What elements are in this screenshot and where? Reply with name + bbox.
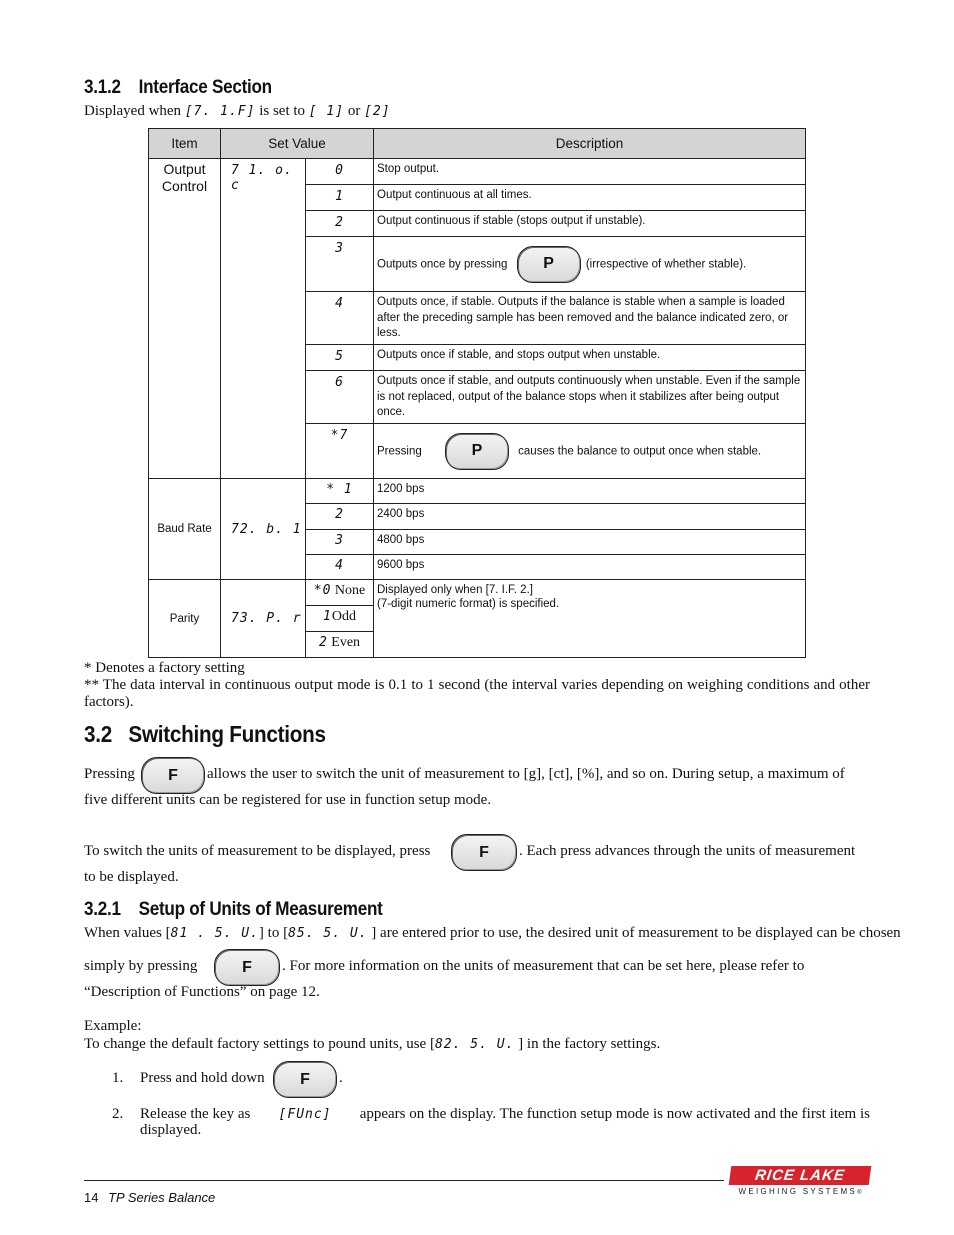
value-cell: [306, 211, 374, 237]
value-cell: [306, 185, 374, 211]
value-code: 4: [335, 558, 344, 573]
description-text: (irrespective of whether stable).: [585, 258, 747, 271]
registered-mark: ®: [857, 1190, 862, 1196]
value-cell: [306, 424, 374, 479]
section-title: Setup of Units of Measurement: [138, 899, 383, 920]
value-code: 2: [335, 215, 344, 230]
value-code: *0: [313, 583, 332, 598]
value-code: 2: [335, 507, 344, 522]
value-code: 3: [335, 533, 344, 548]
table-row: [149, 479, 806, 504]
description-cell: 1200 bps: [374, 479, 806, 504]
description-text: causes the balance to output once when stable.: [518, 445, 762, 458]
section-number: 3.2.1: [84, 899, 121, 920]
table-row: [149, 580, 806, 606]
description-cell: [374, 237, 806, 292]
value-code: 0: [335, 163, 344, 178]
f-key-icon: F: [451, 834, 517, 871]
intro-code: [7. 1.F]: [184, 104, 256, 119]
switching-text: Pressing: [84, 766, 135, 782]
value-code: 3: [335, 241, 344, 256]
units-text-part: When values [: [84, 925, 171, 941]
setting-code: 82. 5. U.: [434, 1037, 515, 1052]
item-label: Control: [161, 178, 208, 194]
value-cell: [306, 632, 374, 658]
setting-code: 85. 5. U.: [288, 926, 368, 941]
value-cell: [306, 606, 374, 632]
value-cell: [306, 371, 374, 424]
setting-code: 73. P. r: [231, 611, 302, 626]
section-title: Switching Functions: [128, 721, 326, 747]
interface-table: [148, 128, 806, 658]
value-code: 1: [335, 189, 344, 204]
value-code: 4: [335, 296, 344, 311]
description-cell: Outputs once, if stable. Outputs if the balance is stable when a sample is loaded after the preceding sample has been removed and the balance indicated zero, or less.: [374, 292, 806, 345]
table-row: [149, 159, 806, 185]
units-text-part: ] to [: [258, 925, 289, 941]
step-text: Press and hold down: [140, 1070, 265, 1086]
value-code: 5: [335, 349, 344, 364]
value-code: * 1: [326, 482, 353, 497]
value-cell: [306, 530, 374, 555]
description-cell: [374, 580, 806, 658]
setting-code: 72. b. 1: [231, 521, 302, 537]
item-output-control: [149, 159, 221, 479]
step-text: .: [339, 1070, 343, 1086]
intro-text: or: [347, 103, 361, 119]
code-output-control: [221, 159, 306, 479]
intro-text: is set to: [259, 103, 306, 119]
description-cell: Stop output.: [374, 159, 806, 185]
switching-text: . Each press advances through the units of measurement: [519, 843, 856, 859]
description-cell: Outputs once if stable, and stops output when unstable.: [374, 345, 806, 371]
p-key-icon: P: [517, 246, 581, 283]
step-text-part: appears on the display. The function setup mode is now activated and the first item is: [359, 1106, 870, 1122]
units-text: “Description of Functions” on page 12.: [84, 984, 320, 1000]
description-cell: 2400 bps: [374, 504, 806, 530]
p-key-icon: P: [445, 433, 509, 470]
example-text: [84, 1036, 660, 1053]
description-cell: Output continuous at all times.: [374, 185, 806, 211]
logo-subtitle: WEIGHING SYSTEMS: [738, 1187, 858, 1196]
value-code: *7: [330, 428, 349, 443]
value-code: 1: [323, 609, 332, 624]
description-cell: [374, 424, 806, 479]
step-number: 2.: [112, 1106, 124, 1122]
description-text: (7-digit numeric format) is specified.: [377, 598, 560, 610]
value-cell: [306, 345, 374, 371]
item-label: Output: [163, 161, 206, 177]
page-number: 14: [84, 1190, 99, 1205]
switching-text: five different units can be registered for use in function setup mode.: [84, 792, 492, 808]
interval-note: ** The data interval in continuous output mode is 0.1 to 1 second (the interval varies depending on weighing conditions and other factors).: [84, 677, 870, 710]
logo-wordmark: RICE LAKE: [729, 1166, 872, 1185]
value-text: Even: [331, 635, 361, 650]
item-baud-rate: Baud Rate: [149, 479, 221, 580]
description-cell: Output continuous if stable (stops output if unstable).: [374, 211, 806, 237]
rice-lake-logo: [730, 1166, 870, 1200]
value-code: 6: [335, 375, 344, 390]
setting-code: [FUnc]: [278, 1107, 332, 1122]
footer: [84, 1190, 215, 1205]
section-title: Interface Section: [138, 77, 272, 98]
step-text: displayed.: [140, 1122, 202, 1138]
switching-text: To switch the units of measurement to be displayed, press: [84, 843, 431, 859]
intro-code: [2]: [364, 104, 391, 119]
section-heading: [84, 899, 383, 921]
description-text: Pressing: [377, 445, 422, 458]
example-text-part: ] in the factory settings.: [518, 1036, 661, 1052]
step-text: [140, 1106, 870, 1123]
value-cell: [306, 237, 374, 292]
item-parity: Parity: [149, 580, 221, 658]
value-text: Odd: [331, 609, 356, 624]
description-cell: 4800 bps: [374, 530, 806, 555]
footer-rule: [84, 1180, 724, 1181]
document-title: TP Series Balance: [108, 1190, 216, 1205]
section-number: 3.2: [84, 721, 112, 747]
step-number: 1.: [112, 1070, 124, 1086]
value-text: None: [334, 583, 366, 598]
units-text: simply by pressing: [84, 958, 198, 974]
setting-code: 81 . 5. U.: [170, 926, 259, 941]
header-set-value: Set Value: [221, 129, 374, 159]
f-key-icon: F: [273, 1061, 337, 1098]
factory-note: * Denotes a factory setting: [84, 660, 245, 676]
value-cell: [306, 479, 374, 504]
intro-text: Displayed when: [84, 103, 182, 119]
value-cell: [306, 555, 374, 580]
description-cell: Outputs once if stable, and outputs continuously when unstable. Even if the sample is not replaced, output of the balance stops when it stabilizes after being output once.: [374, 371, 806, 424]
f-key-icon: F: [214, 949, 280, 986]
units-text: . For more information on the units of measurement that can be set here, please refer to: [282, 958, 805, 974]
units-text-part: ] are entered prior to use, the desired unit of measurement to be displayed can be chosen: [371, 925, 901, 941]
value-cell: [306, 159, 374, 185]
table-header-row: [149, 129, 806, 159]
intro-code: [ 1]: [308, 104, 345, 119]
setting-code: 7 1. o. c: [231, 163, 293, 193]
switching-text: allows the user to switch the unit of measurement to [g], [ct], [%], and so on. During setup, a maximum of: [207, 766, 845, 782]
value-cell: [306, 580, 374, 606]
header-item: Item: [149, 129, 221, 159]
switching-text: to be displayed.: [84, 869, 179, 885]
code-baud-rate: [221, 479, 306, 580]
example-text-part: To change the default factory settings to pound units, use [: [84, 1036, 435, 1052]
header-description: Description: [374, 129, 806, 159]
description-text: Displayed only when [7. I.F. 2.]: [377, 584, 533, 596]
description-text: Outputs once by pressing: [377, 258, 508, 271]
section-heading: [84, 77, 272, 99]
value-cell: [306, 292, 374, 345]
example-label: Example:: [84, 1018, 142, 1034]
section-heading: [84, 721, 326, 748]
section-number: 3.1.2: [84, 77, 121, 98]
f-key-icon: F: [141, 757, 205, 794]
units-text: [84, 925, 901, 942]
value-code: 2: [318, 635, 328, 650]
step-text-part: Release the key as: [140, 1106, 251, 1122]
description-cell: 9600 bps: [374, 555, 806, 580]
code-parity: [221, 580, 306, 658]
interface-intro: [84, 103, 391, 120]
value-cell: [306, 504, 374, 530]
